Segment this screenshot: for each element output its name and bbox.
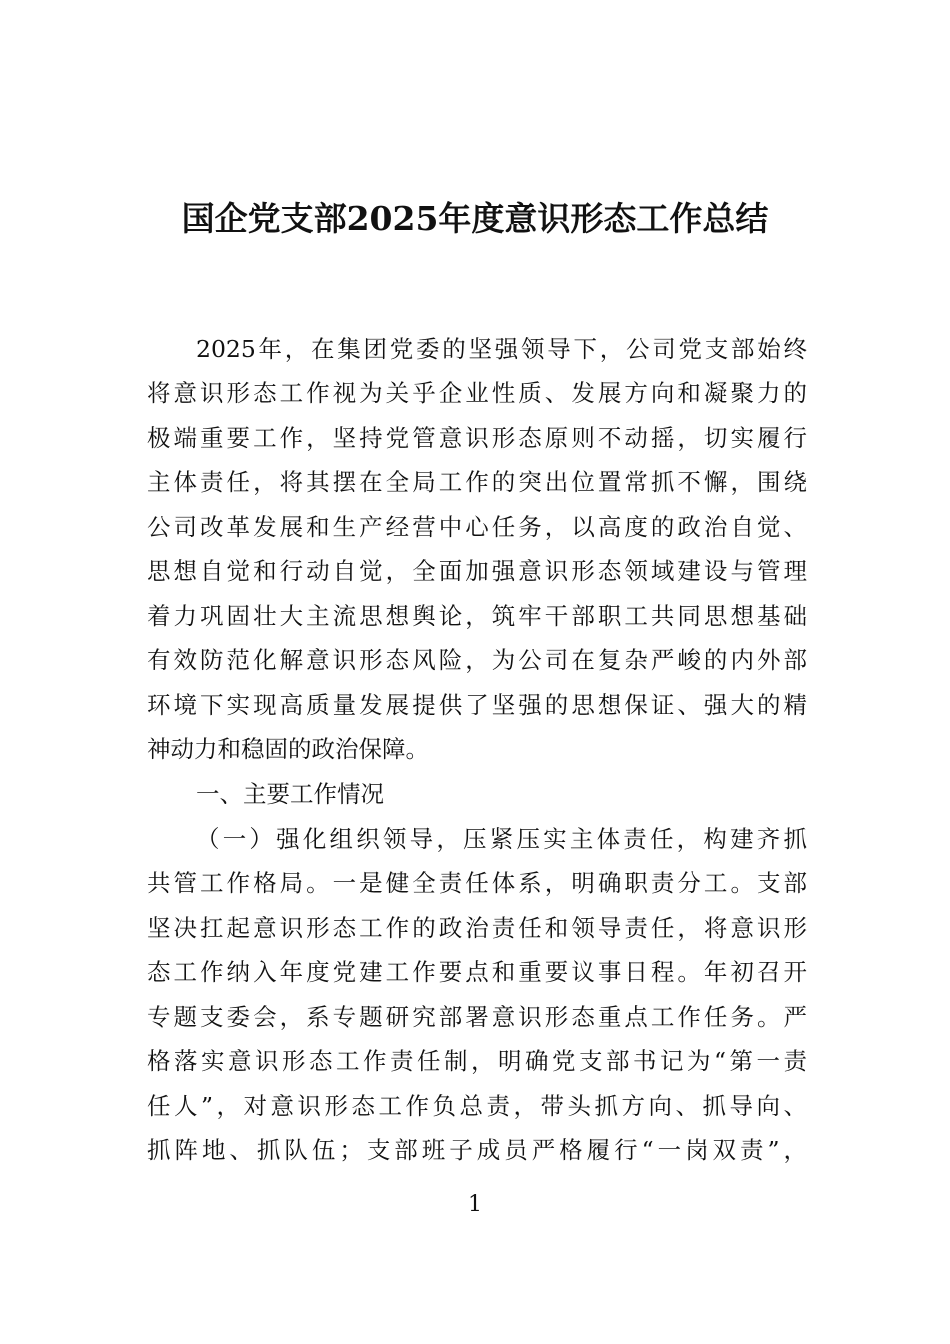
- paragraph-line: 公司改革发展和生产经营中心任务，以高度的政治自觉、: [147, 513, 807, 541]
- paragraph-line: 态工作纳入年度党建工作要点和重要议事日程。年初召开: [147, 958, 807, 986]
- page-number: 1: [468, 1192, 482, 1217]
- paragraph-line: 着力巩固壮大主流思想舆论，筑牢干部职工共同思想基础: [147, 602, 807, 630]
- paragraph-line: 抓阵地、抓队伍；支部班子成员严格履行“一岗双责”，: [147, 1136, 807, 1164]
- paragraph-line: 神动力和稳固的政治保障。: [147, 735, 429, 763]
- paragraph-line: 坚决扛起意识形态工作的政治责任和领导责任，将意识形: [147, 914, 807, 942]
- paragraph-line: 思想自觉和行动自觉，全面加强意识形态领域建设与管理: [147, 557, 807, 585]
- paragraph-line: 极端重要工作，坚持党管意识形态原则不动摇，切实履行: [147, 424, 807, 452]
- document-title: 国企党支部2025年度意识形态工作总结: [181, 199, 769, 238]
- paragraph-line: 共管工作格局。一是健全责任体系，明确职责分工。支部: [147, 869, 807, 897]
- paragraph-line: （一）强化组织领导，压紧压实主体责任，构建齐抓: [196, 825, 807, 853]
- paragraph-line: 环境下实现高质量发展提供了坚强的思想保证、强大的精: [147, 691, 807, 719]
- section-heading: 一、主要工作情况: [196, 780, 384, 808]
- paragraph-line: 2025年，在集团党委的坚强领导下，公司党支部始终: [196, 335, 807, 363]
- paragraph-line: 主体责任，将其摆在全局工作的突出位置常抓不懈，围绕: [147, 468, 807, 496]
- paragraph-line: 任人”，对意识形态工作负总责，带头抓方向、抓导向、: [147, 1092, 807, 1120]
- paragraph-line: 格落实意识形态工作责任制，明确党支部书记为“第一责: [147, 1047, 807, 1075]
- paragraph-line: 有效防范化解意识形态风险，为公司在复杂严峻的内外部: [147, 646, 807, 674]
- paragraph-line: 将意识形态工作视为关乎企业性质、发展方向和凝聚力的: [147, 379, 807, 407]
- paragraph-line: 专题支委会，系专题研究部署意识形态重点工作任务。严: [147, 1003, 807, 1031]
